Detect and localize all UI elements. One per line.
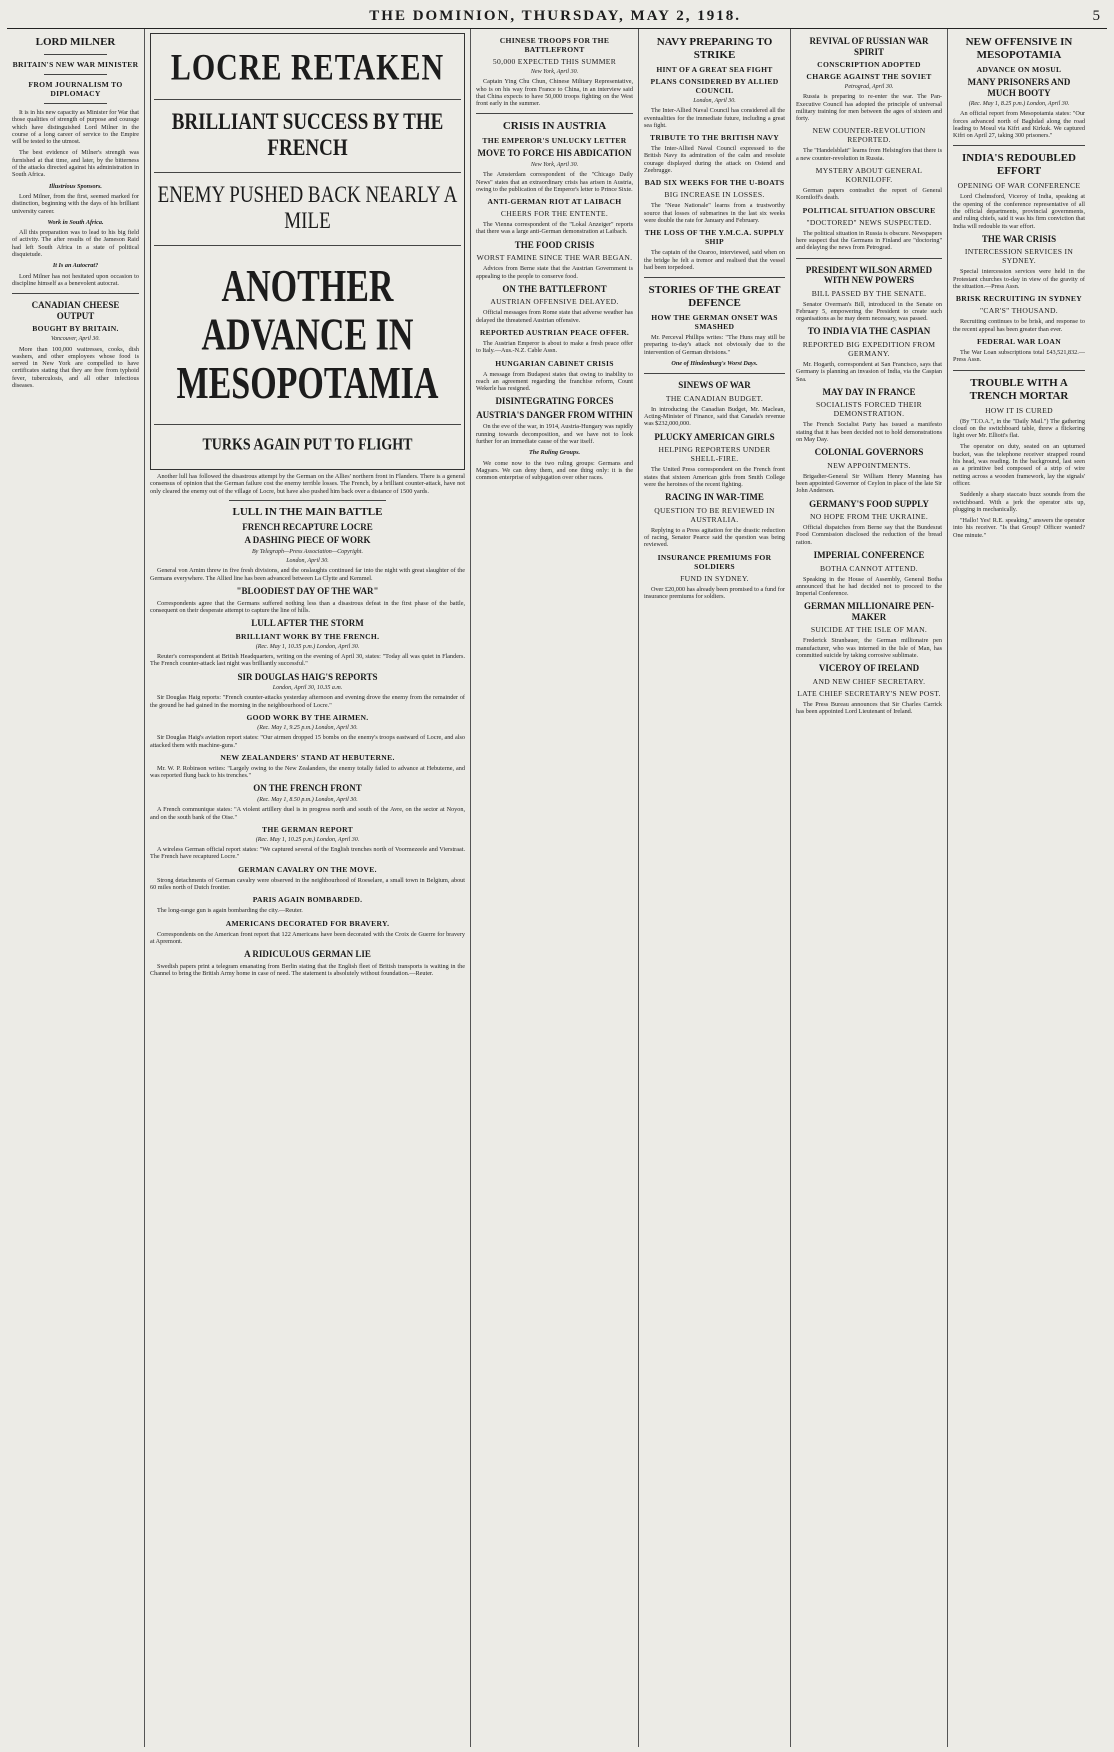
headline: BRISK RECRUITING IN SYDNEY — [955, 294, 1083, 304]
subheadline: A DASHING PIECE OF WORK — [244, 535, 371, 546]
article-paragraph: A wireless German official report states: "We captured several of the English trenches north of Voormezeele and Vierstraat. The French have recaptured Locre." — [150, 846, 465, 861]
headline: GERMANY'S FOOD SUPPLY — [809, 498, 929, 509]
article-paragraph: Brigadier-General Sir William Henry Manning has been appointed Governor of Ceylon in place of the late Sir John Anderson. — [796, 472, 942, 495]
headline: INDIA'S REDOUBLED EFFORT — [962, 152, 1076, 178]
subheadline: WORST FAMINE SINCE THE WAR BEGAN. — [476, 253, 633, 263]
article-paragraph: On the eve of the war, in 1914, Austria-Hungary was rapidly running towards decomposition, and we have not to look further for an immediate cause of the war itself. — [476, 423, 633, 446]
section-subhead: One of Hindenburg's Worst Days. — [671, 360, 758, 368]
headline: BRILLIANT SUCCESS BY THE FRENCH — [171, 109, 444, 162]
subheadline: THE GERMAN REPORT — [262, 824, 353, 834]
subheadline: PLANS CONSIDERED BY ALLIED COUNCIL — [650, 77, 779, 95]
article-paragraph: The "Handelsblatt" learns from Helsingfors that there is a new counter-revolution in Russia. — [796, 147, 942, 162]
article-paragraph: The Vienna correspondent of the "Lokal Anzeiger" reports that there was a large anti-German demonstration at Laibach. — [476, 221, 633, 236]
subheadline: THE CANADIAN BUDGET. — [665, 393, 764, 403]
paper-name: THE DOMINION, — [369, 8, 517, 24]
headline: ANOTHER ADVANCE IN MESOPOTAMIA — [176, 261, 439, 409]
article-paragraph: We come now to the two ruling groups: Germans and Magyars. We can deny them, and one thing only: it is the common enterprise of subjugation over other races. — [476, 459, 633, 482]
article-paragraph: All this preparation was to lead to his big field of activity. The after results of the Jameson Raid had left South Africa in a state of political disquietude. — [12, 229, 139, 259]
subheadline: THE LOSS OF THE Y.M.C.A. SUPPLY SHIP — [644, 228, 785, 247]
article-paragraph: Recruiting continues to be brisk, and response to the recent appeal has been greater than ever. — [953, 318, 1085, 333]
subheadline: QUESTION TO BE REVIEWED IN AUSTRALIA. — [654, 505, 775, 524]
headline: REVIVAL OF RUSSIAN WAR SPIRIT — [809, 36, 929, 57]
subheadline: OPENING OF WAR CONFERENCE — [957, 181, 1081, 191]
subheadline: NEW ZEALANDERS' STAND AT HEBUTERNE. — [220, 752, 395, 762]
subheadline: INTERCESSION SERVICES IN SYDNEY. — [964, 247, 1074, 266]
column-6 — [948, 29, 1090, 1747]
article-paragraph: Speaking in the House of Assembly, General Botha announced that he had decided not to proceed to the Imperial Conference. — [796, 575, 942, 598]
subheadline: GERMAN CAVALRY ON THE MOVE. — [238, 864, 377, 874]
article-paragraph: Official messages from Rome state that adverse weather has delayed the threatened Austrian offensive. — [476, 309, 633, 324]
article-paragraph: The United Press correspondent on the French front states that sixteen American girls from Smith College were the heroines of the recent fighting. — [644, 466, 785, 488]
article-paragraph: Over £20,000 has already been promised to a fund for insurance premiums for soldiers. — [644, 585, 785, 600]
headline: LULL IN THE MAIN BATTLE — [232, 505, 383, 518]
headline: PLUCKY AMERICAN GIRLS — [654, 431, 775, 442]
subheadline: LULL AFTER THE STORM — [251, 618, 364, 629]
subheadline: CONSCRIPTION ADOPTED — [817, 60, 921, 69]
article-paragraph: The Austrian Emperor is about to make a fresh peace offer to Italy.—Aus.-N.Z. Cable Assn. — [476, 339, 633, 355]
dateline: New York, April 30. — [530, 69, 579, 75]
article-paragraph: The Inter-Allied Naval Council expressed to the British Navy its admiration of the calm and resolute courage displayed during the attack on Ostend and Zeebrugge. — [644, 145, 785, 175]
subheadline: POLITICAL SITUATION OBSCURE — [802, 205, 936, 215]
headline: MAY DAY IN FRANCE — [822, 386, 916, 397]
article-paragraph: Suddenly a sharp staccato buzz sounds from the switchboard. With a jerk the operator sits up, plugging in mechanically. — [953, 491, 1085, 513]
subheadline: HUNGARIAN CABINET CRISIS — [495, 358, 614, 368]
subheadline: FUND IN SYDNEY. — [680, 573, 749, 583]
article-paragraph: More than 100,000 waitresses, cooks, dish washers, and other employees whose food is served in New York are compelled to have certificates stating that they are free from typhoid fever, tuberculosis, and all other infectious diseases. — [12, 345, 139, 390]
subheadline: REPORTED AUSTRIAN PEACE OFFER. — [479, 327, 630, 337]
headline: NAVY PREPARING TO STRIKE — [656, 36, 773, 61]
dateline: (Rec. May 1, 10.35 p.m.) London, April 30. — [255, 643, 360, 650]
article-paragraph: Lord Milner, from the first, seemed marked for distinction, beginning with the days of his brilliant university career. — [12, 192, 139, 215]
subheadline: REPORTED BIG EXPEDITION FROM GERMANY. — [802, 339, 936, 358]
column-2 — [145, 29, 471, 1747]
article-paragraph: Senator Overman's Bill, introduced in the Senate on February 5, empowering the President to create such organisations as he may deem necessary, was passed. — [796, 300, 942, 323]
article-paragraph: Mr. W. P. Robinson writes: "Largely owing to the New Zealanders, the enemy totally failed to advance at Hebuterne, and was reported flung back to his trenches." — [150, 764, 465, 780]
article-paragraph: The "Neue Nationale" learns from a trustworthy source that losses of submarines in the last six weeks were double the rate for January and February. — [644, 202, 785, 224]
issue-date: THURSDAY, MAY 2, 1918. — [521, 8, 741, 24]
subheadline: A RIDICULOUS GERMAN LIE — [244, 949, 371, 960]
subheadline: BAD SIX WEEKS FOR THE U-BOATS — [644, 178, 785, 188]
article-paragraph: Russia is preparing to re-enter the war. The Pan-Executive Council has adopted the principle of universal military training for men between the ages of sixteen and forty. — [796, 93, 942, 123]
subheadline: HELPING REPORTERS UNDER SHELL-FIRE. — [658, 445, 771, 464]
article-paragraph: German papers contradict the report of General Korniloff's death. — [796, 187, 942, 202]
headline: THE WAR CRISIS — [981, 233, 1057, 244]
headline: CHINESE TROOPS FOR THE BATTLEFRONT — [499, 36, 610, 54]
subheadline: "DOCTORED" NEWS SUSPECTED. — [806, 217, 932, 227]
headline: LORD MILNER — [35, 36, 116, 48]
subheadline: BIG INCREASE IN LOSSES. — [664, 190, 765, 200]
article-paragraph: Sir Douglas Haig's aviation report states: "Our airmen dropped 15 bombs on the enemy's troops eastward of Locre, and also attacked them with machine-guns." — [150, 734, 465, 749]
article-paragraph: Lord Chelmsford, Viceroy of India, speaking at the opening of the conference representative of all the official departments, provincial governments, and ruling chiefs, said it was his firm conviction that India will redouble its war effort. — [953, 193, 1085, 230]
article-paragraph: Correspondents on the American front report that 122 Americans have been decorated with the Croix de Guerre for bravery at Apremont. — [150, 930, 465, 945]
masthead — [7, 6, 1107, 29]
article-paragraph: A French communique states: "A violent artillery duel is in progress north and south of the Avre, on the sector at Noyon, and on the south bank of the Oise." — [150, 806, 465, 821]
article-paragraph: The long-range gun is again bombarding the city.—Reuter. — [157, 907, 303, 915]
subheadline: MOVE TO FORCE HIS ABDICATION — [477, 148, 632, 159]
subheadline: AUSTRIA'S DANGER FROM WITHIN — [476, 409, 633, 420]
subheadline: SIR DOUGLAS HAIG'S REPORTS — [237, 671, 378, 682]
article-paragraph: In introducing the Canadian Budget, Mr. Maclean, Acting-Minister of Finance, said that Canada's revenue was $232,000,000. — [644, 405, 785, 428]
article-paragraph: The Inter-Allied Naval Council has considered all the eventualities for the immediate future, including a great sea fight. — [644, 107, 785, 129]
article-paragraph: Lord Milner has not hesitated upon occasion to discipline himself as a benevolent autocrat. — [12, 272, 139, 287]
headline: RACING IN WAR-TIME — [665, 492, 764, 503]
article-paragraph: General von Arnim threw in five fresh divisions, and the onslaughts continued far into the night with great slaughter of the Germans everywhere. The Allied line has been advanced between La Clytte and Kemmel. — [150, 567, 465, 582]
subheadline: NO HOPE FROM THE UKRAINE. — [809, 512, 929, 522]
article-paragraph: Mr. Perceval Phillips writes: "The Huns may still be preparing to-day's attack not obviously due to the intervention of German divisions." — [644, 334, 785, 356]
article-paragraph: It is in his new capacity as Minister for War that those qualities of strength of purpose and courage which have distinguished Lord Milner in the course of a long career of service to the Empire will be tested to the utmost. — [12, 109, 139, 146]
article-paragraph: Special intercession services were held in the Protestant churches to-day in view of the gravity of the situation.—Press Assn. — [953, 268, 1085, 291]
subheadline: FROM JOURNALISM TO DIPLOMACY — [28, 80, 123, 98]
subheadline: "CAR'S" THOUSAND. — [980, 306, 1058, 316]
subheadline: BOTHA CANNOT ATTEND. — [819, 563, 919, 573]
subheadline: GOOD WORK BY THE AIRMEN. — [246, 712, 369, 722]
dateline: London, April 30. — [693, 98, 736, 104]
subheadline: PARIS AGAIN BOMBARDED. — [252, 895, 363, 905]
article-paragraph: The French Socialist Party has issued a manifesto stating that it has been decided not to hold demonstrations on May Day. — [796, 421, 942, 443]
headline: IMPERIAL CONFERENCE — [813, 550, 925, 561]
subheadline: "BLOODIEST DAY OF THE WAR" — [236, 586, 379, 597]
dateline: New York, April 30. — [530, 161, 579, 168]
subheadline: THE FOOD CRISIS — [514, 239, 595, 250]
article-paragraph: An official report from Mesopotamia states: "Our forces advanced north of Baghdad along the road leading to Mosul via Kifri and Kirkuk. We captured Kifri on April 27, taking 300 prisoners." — [953, 110, 1085, 140]
article-paragraph: Correspondents agree that the Germans suffered nothing less than a disastrous defeat in the first phase of the battle, consequent on their desperate attempt to capture the line of hills. — [150, 599, 465, 614]
section-subhead: It Is an Autocrat? — [52, 262, 99, 270]
article-paragraph: Strong detachments of German cavalry were observed in the neighbourhood of Roeselare, a small town in Belgium, about 60 miles north of Dutch frontier. — [150, 876, 465, 892]
subheadline: SUICIDE AT THE ISLE OF MAN. — [810, 625, 928, 635]
article-paragraph: Replying to a Press agitation for the drastic reduction of racing, Senator Pearce said the question was being reviewed. — [644, 526, 785, 549]
dateline: (Rec. May 1, 8.25 p.m.) London, April 30. — [968, 101, 1070, 107]
column-4 — [639, 29, 791, 1747]
main-headline: LOCRE RETAKEN — [170, 46, 445, 88]
dateline: (Rec. May 1, 8.50 p.m.) London, April 30. — [257, 796, 358, 803]
column-5 — [791, 29, 948, 1747]
dateline: Vancouver, April 30. — [51, 336, 100, 343]
subheadline: HOW THE GERMAN ONSET WAS SMASHED — [651, 313, 778, 332]
subheadline: NEW COUNTER-REVOLUTION REPORTED. — [812, 126, 926, 145]
subheadline: CHEERS FOR THE ENTENTE. — [500, 209, 609, 219]
subheadline: HINT OF A GREAT SEA FIGHT — [656, 65, 773, 74]
main-headline-box — [150, 33, 465, 470]
headline: FEDERAL WAR LOAN — [977, 336, 1061, 346]
article-paragraph: The War Loan subscriptions total £43,521,832.—Press Assn. — [953, 348, 1085, 364]
article-paragraph: Frederick Stranbauer, the German millionaire pen manufacturer, who was interned in the Isle of Man, has committed suicide by taking corrosive sublimate. — [796, 637, 942, 659]
newspaper-page — [7, 0, 1107, 1747]
dateline: London, April 30, 10.35 a.m. — [272, 685, 343, 692]
article-paragraph: Captain Ying Chu Chun, Chinese Military Representative, who is on his way from France to China, in an interview said that China expects to have 50,000 troops fighting on the West front early in the summer. — [476, 78, 633, 108]
subheadline: ON THE BATTLEFRONT — [502, 283, 607, 294]
article-paragraph: "Hallo! Yes! R.E. speaking," answers the operator into his receiver. "Is that Group? Officer wanted? One minute." — [953, 517, 1085, 539]
byline: By Telegraph—Press Association—Copyright. — [252, 548, 363, 555]
article-paragraph: The political situation in Russia is obscure. Newspapers here suspect that the Germans in Finland are "doctoring" and delaying the news from Petrograd. — [796, 229, 942, 252]
article-paragraph: The operator on duty, seated on an upturned bucket, was the telephone receiver strapped round his head, was reading. In the background, last seen as a primitive bed composed of a strip of wire netting across a wooden framework, lay the signals' officer. — [953, 443, 1085, 487]
headline: CANADIAN CHEESE OUTPUT — [31, 300, 120, 321]
article-paragraph: (By "T.O.A.", in the "Daily Mail.") The gathering cloud on the switchboard table, threw a flickering light over Mr. Elliott's flat. — [953, 417, 1085, 440]
article-paragraph: Swedish papers print a telegram emanating from Berlin stating that the English fleet of British transports is waiting in the Channel to bring the British Army home in case of need. The statement is absolutely without foundation.—Reuter. — [150, 962, 465, 977]
subheadline: DISINTEGRATING FORCES — [495, 396, 614, 407]
subheadline: BILL PASSED BY THE SENATE. — [811, 288, 927, 298]
headline: PRESIDENT WILSON ARMED WITH NEW POWERS — [805, 264, 933, 286]
article-paragraph: Reuter's correspondent at British Headquarters, writing on the evening of April 30, states: "Today all was quiet in Flanders. The French counter-attack last night was brilliantly successful." — [150, 652, 465, 668]
subheadline: AUSTRIAN OFFENSIVE DELAYED. — [490, 297, 619, 307]
dateline: Petrograd, April 30. — [844, 84, 894, 90]
subheadline: BRILLIANT WORK BY THE FRENCH. — [235, 631, 380, 641]
subheadline: MYSTERY ABOUT GENERAL KORNILOFF. — [815, 166, 923, 185]
headline: NEW OFFENSIVE IN MESOPOTAMIA — [965, 36, 1073, 61]
column-1 — [7, 29, 145, 1747]
subheadline: MANY PRISONERS AND MUCH BOOTY — [967, 77, 1071, 98]
headline: TURKS AGAIN PUT TO FLIGHT — [202, 436, 413, 455]
article-paragraph: A message from Budapest states that owing to inability to reach an agreement regarding the franchise reform, Count Wekerle has resigned. — [476, 370, 633, 393]
masthead-spacer — [13, 8, 18, 25]
subheadline: AMERICANS DECORATED FOR BRAVERY. — [225, 918, 390, 928]
article-paragraph: The captain of the Ozaroo, interviewed, said when on the bridge he felt a tremor and realised that the vessel had been torpedoed. — [644, 249, 785, 271]
subheadline: ON THE FRENCH FRONT — [253, 783, 362, 794]
subheadline: ADVANCE ON MOSUL — [976, 65, 1062, 74]
article-paragraph: Advices from Berne state that the Austrian Government is appealing to the people to conserve food. — [476, 265, 633, 280]
headline: VICEROY OF IRELAND — [818, 663, 920, 674]
headline: CRISIS IN AUSTRIA — [502, 120, 607, 133]
subheadline: HOW IT IS CURED — [985, 405, 1053, 415]
dateline: London, April 30. — [286, 558, 329, 565]
section-subhead: The Ruling Groups. — [528, 449, 581, 457]
subheadline: FRENCH RECAPTURE LOCRE — [242, 521, 373, 532]
section-subhead: Work in South Africa. — [47, 218, 104, 226]
subheadline: 50,000 EXPECTED THIS SUMMER — [492, 57, 617, 66]
subheadline: TRIBUTE TO THE BRITISH NAVY — [649, 133, 780, 143]
headline: GERMAN MILLIONAIRE PEN-MAKER — [803, 601, 934, 622]
headline: STORIES OF THE GREAT DEFENCE — [648, 284, 781, 310]
headline: ENEMY PUSHED BACK NEARLY A MILE — [157, 182, 458, 235]
subheadline: BRITAIN'S NEW WAR MINISTER — [12, 60, 139, 69]
dateline: (Rec. May 1, 9.25 p.m.) London, April 30. — [257, 724, 358, 731]
article-paragraph: Official dispatches from Berne say that the Bundesrat Food Commission disclosed the reduction of the bread ration. — [796, 524, 942, 546]
masthead-title — [369, 8, 741, 25]
headline: INSURANCE PREMIUMS FOR SOLDIERS — [657, 552, 772, 571]
subheadline: LATE CHIEF SECRETARY'S NEW POST. — [797, 688, 941, 698]
subheadline: CHARGE AGAINST THE SOVIET — [806, 72, 932, 81]
columns — [7, 29, 1107, 1747]
subheadline: AND NEW CHIEF SECRETARY. — [812, 676, 926, 686]
page-number: 5 — [1092, 8, 1101, 24]
article-paragraph: Sir Douglas Haig reports: "French counter-attacks yesterday afternoon and evening drove the enemy from the remainder of the ground he had gained in the morning in the neighbourhood of Locre." — [150, 694, 465, 709]
headline: TROUBLE WITH A TRENCH MORTAR — [969, 376, 1069, 402]
subheadline: SOCIALISTS FORCED THEIR DEMONSTRATION. — [816, 400, 922, 419]
subheadline: NEW APPOINTMENTS. — [827, 460, 911, 470]
headline: COLONIAL GOVERNORS — [814, 447, 924, 458]
headline: TO INDIA VIA THE CASPIAN — [807, 326, 931, 337]
subheadline: ANTI-GERMAN RIOT AT LAIBACH — [487, 197, 622, 207]
subheadline: THE EMPEROR'S UNLUCKY LETTER — [482, 136, 627, 146]
subheadline: BOUGHT BY BRITAIN. — [32, 324, 119, 334]
article-paragraph: The Amsterdam correspondent of the "Chicago Daily News" states that an extraordinary crisis has arisen in Austria, owing to the publication of the Emperor's letter to Prince Sixte. — [476, 171, 633, 193]
article-paragraph: Another lull has followed the disastrous attempt by the German on the Allies' northern front in Flanders. There is a general consensus of opinion that the German failure cost the enemy terrible losses. The French, by a brilliant counter-attack, have not only cleared the enemy out of the village of Locre, but have also pushed him back over a distance of 1500 yards. — [150, 473, 465, 495]
section-subhead: Illustrious Sponsors. — [49, 182, 102, 190]
article-paragraph: The best evidence of Milner's strength was furnished at that time, and later, by the bitterness of the attacks directed against his administration in South Africa. — [12, 149, 139, 179]
article-paragraph: The Press Bureau announces that Sir Charles Carrick has been appointed Lord Lieutenant of Ireland. — [796, 700, 942, 716]
article-paragraph: Mr. Hogarth, correspondent at San Francisco, says that Germany is planning an invasion of India, via the Caspian Sea. — [796, 360, 942, 383]
column-3 — [471, 29, 639, 1747]
dateline: (Rec. May 1, 10.25 p.m.) London, April 30. — [255, 836, 360, 843]
headline: SINEWS OF WAR — [678, 380, 751, 391]
